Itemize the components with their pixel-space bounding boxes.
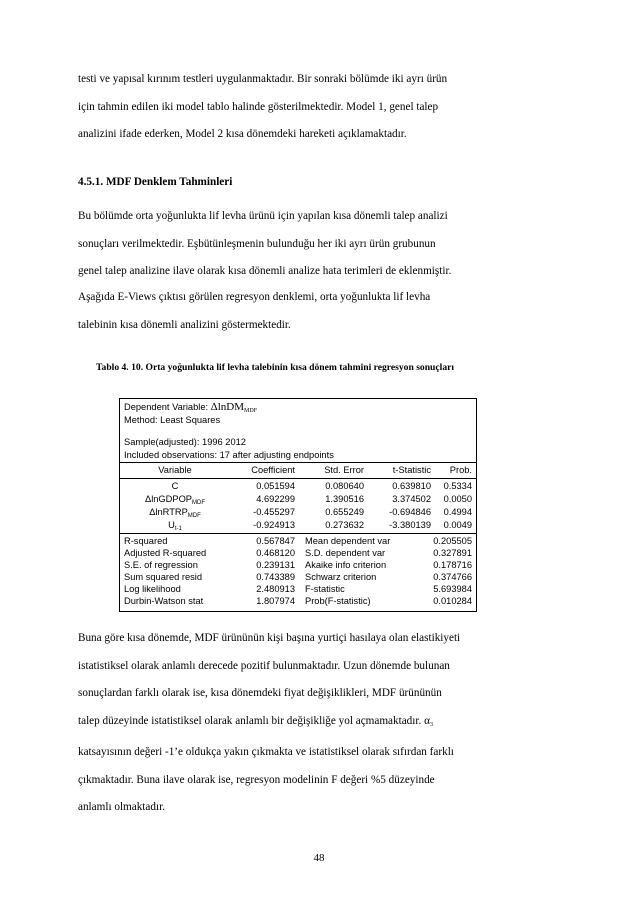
col-header-variable: Variable [158, 465, 192, 475]
stat-value: 0.468120 [256, 548, 295, 558]
intro-paragraph [78, 66, 518, 149]
divider [120, 533, 476, 534]
table-caption: Tablo 4. 10. Orta yoğunlukta lif levha talebinin kısa dönem tahmini regresyon sonuçları [96, 362, 455, 373]
text-line: katsayısının değeri -1’e oldukça yakın çıkmakta ve istatistiksel olarak sıfırdan farklı [78, 746, 454, 758]
stat-label: Log likelihood [124, 584, 181, 594]
row-std-error: 0.080640 [325, 481, 364, 491]
stat-label: S.D. dependent var [305, 548, 386, 558]
row-prob: 0.4994 [443, 507, 472, 517]
stat-value: 0.205505 [433, 536, 472, 546]
col-header-std-error: Std. Error [324, 465, 364, 475]
col-header-t-statistic: t-Statistic [392, 465, 431, 475]
stat-label: F-statistic [305, 584, 345, 594]
stat-value: 0.239131 [256, 560, 295, 570]
text-line: istatistiksel olarak anlamlı derecede pozitif bulunmaktadır. Uzun dönemde bulunan [78, 659, 450, 672]
text-line: Buna göre kısa dönemde, MDF ürününün kişi başına yurtiçi hasılaya olan elastikiyeti [78, 632, 461, 644]
col-header-prob: Prob. [449, 465, 472, 475]
row-std-error: 1.390516 [325, 494, 364, 504]
row-prob: 0.5334 [443, 481, 472, 491]
text-line: için tahmin edilen iki model tablo halinde gösterilmektedir. Model 1, genel talep [78, 100, 439, 113]
stat-label: Schwarz criterion [305, 572, 377, 582]
stat-label: R-squared [124, 536, 168, 546]
text-line: sonuçlardan farklı olarak ise, kısa dönemdeki fiyat değişiklikleri, MDF ürününün [78, 687, 442, 699]
row-variable: $U_{t-1}$ [168, 520, 182, 532]
text-line: genel talep analizine ilave olarak kısa dönemli analize hata terimleri de eklenmiştir. [78, 265, 452, 277]
row-variable: C [171, 481, 179, 491]
col-header-coefficient: Coefficient [251, 465, 295, 475]
stat-value: 0.010284 [433, 596, 472, 606]
paragraph-3 [78, 625, 518, 822]
stat-value: 0.374766 [433, 572, 472, 582]
text-line: Bu bölümde orta yoğunlukta lif levha ürünü için yapılan kısa dönemli talep analizi [78, 210, 448, 222]
row-t-statistic: -3.380139 [389, 520, 431, 530]
text-line: Aşağıda E-Views çıktısı görülen regresyon denklemi, orta yoğunlukta lif levha [78, 291, 431, 303]
row-variable: ΔlnGDPOP$_{MDF}$ [144, 494, 206, 506]
dependent-variable: Dependent Variable: ΔlnDM$_{MDF}$ [124, 401, 258, 414]
row-coefficient: -0.924913 [253, 520, 295, 530]
stat-value: 1.807974 [256, 596, 295, 606]
row-coefficient: 4.692299 [256, 494, 295, 504]
row-coefficient: -0.455297 [253, 507, 295, 517]
stat-label: Sum squared resid [124, 572, 203, 582]
observations: Included observations: 17 after adjusting endpoints [124, 450, 334, 460]
stat-value: 5.693984 [433, 584, 472, 594]
page-number: 48 [313, 852, 325, 864]
row-t-statistic: 0.639810 [392, 481, 431, 491]
row-prob: 0.0049 [443, 520, 472, 530]
eviews-output-table [119, 398, 477, 612]
sample: Sample(adjusted): 1996 2012 [124, 437, 246, 447]
row-std-error: 0.273632 [325, 520, 364, 530]
text-line: testi ve yapısal kırınım testleri uygulanmaktadır. Bir sonraki bölümde iki ayrı ürün [78, 73, 448, 85]
stat-value: 0.743389 [256, 572, 295, 582]
text-line: talep düzeyinde istatistiksel olarak anlamlı bir değişikliğe yol açmamaktadır. α3 [78, 714, 433, 728]
stat-value: 2.480913 [256, 584, 295, 594]
stat-label: Durbin-Watson stat [124, 596, 204, 606]
row-std-error: 0.655249 [325, 507, 364, 517]
alpha-subscript: 3 [429, 721, 433, 728]
paragraph-2 [78, 284, 518, 339]
divider [120, 478, 476, 479]
row-prob: 0.0050 [443, 494, 472, 504]
stat-value: 0.178716 [433, 560, 472, 570]
text-line: sonuçları verilmektedir. Eşbütünleşmenin bulunduğu her iki ayrı ürün grubunun [78, 237, 436, 250]
row-t-statistic: 3.374502 [392, 494, 431, 504]
stat-label: Prob(F-statistic) [305, 596, 371, 606]
stat-label: Akaike info criterion [305, 560, 387, 570]
text-line: talebinin kısa dönemli analizini göstermektedir. [78, 318, 291, 331]
row-variable: ΔlnRTRP$_{MDF}$ [149, 507, 201, 519]
divider [120, 462, 476, 463]
method: Method: Least Squares [124, 415, 221, 425]
text-line: çıkmaktadır. Buna ilave olarak ise, regresyon modelinin F değeri %5 düzeyinde [78, 773, 435, 786]
paragraph-1 [78, 203, 518, 286]
stat-value: 0.567847 [256, 536, 295, 546]
section-heading: 4.5.1. MDF Denklem Tahminleri [78, 176, 233, 188]
row-coefficient: 0.051594 [256, 481, 295, 491]
stat-label: S.E. of regression [124, 560, 198, 570]
text-line: anlamlı olmaktadır. [78, 801, 165, 813]
text-line: analizini ifade ederken, Model 2 kısa dönemdeki hareketi açıklamaktadır. [78, 128, 407, 140]
stat-label: Mean dependent var [305, 536, 391, 546]
row-t-statistic: -0.694846 [389, 507, 431, 517]
stat-value: 0.327891 [433, 548, 472, 558]
stat-label: Adjusted R-squared [124, 548, 207, 558]
